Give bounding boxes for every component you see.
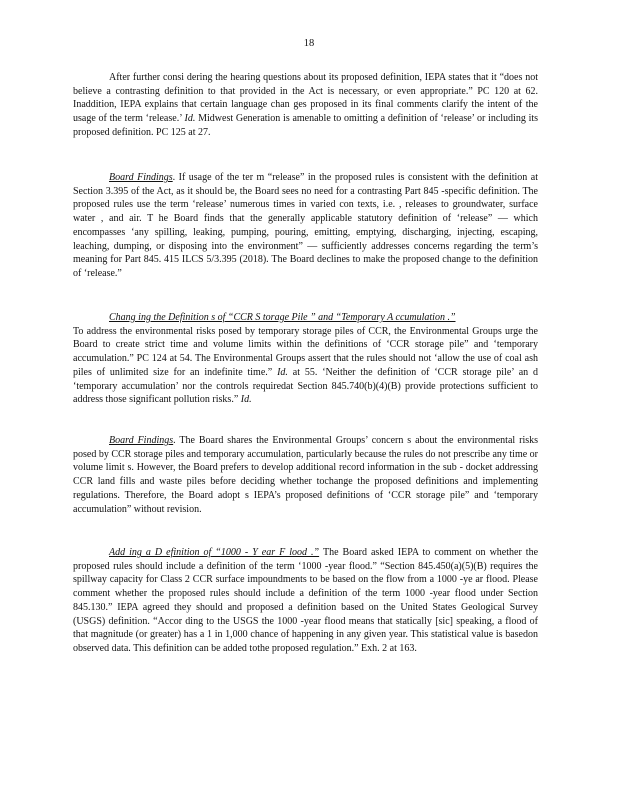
section-heading: Chang ing the Definition s of “CCR S torage Pile ” and “Temporary A ccumulation .” (109, 312, 456, 323)
section-heading: Board Findings (109, 435, 174, 446)
citation: Id. (277, 366, 288, 378)
paragraph-text: To address the environmental risks posed by temporary storage piles of CCR, the Environmental Groups urge the Board to create strict time and volume limits within the definitions of ‘CCR storage pile” and ‘temporary accumulation.” PC 124 at 54. The Environmental Groups assert that the rules should not ‘allow the use of coal ash piles of unlimited size for an indefinite time.” (73, 325, 538, 378)
page-number: 18 (303, 38, 315, 49)
citation: Id. (240, 394, 252, 406)
paragraph-text: at 55. ‘Neither the definition of ‘CCR storage pile’ an d ‘temporary accumulation’ nor the controls requiredat Section 845.740(b)(4)(B) provide protections sufficient to address those significant pollution risks.” (73, 366, 539, 406)
paragraph-text: . If usage of the ter m “release” in the proposed rules is consistent with the definition at Section 3.395 of the Act, as it should be, the Board sees no need for a contrasting Part 845 -specific definition. The proposed rules use the term ‘release’ numerous times in varied con texts, i.e. , releases to groundwater, surface water , and air. T he Board finds that the generally applicable statutory definition of ‘release” — which encompasses ‘any spilling, leaking, pumping, pouring, emitting, emptying, discharging, injecting, escaping, leaching, dumping, or disposing into the environment” — sufficiently addresses concerns regarding the term’s meaning for Part 845. 415 ILCS 5/3.395 (2018). The Board declines to make the proposed change to the definition of ‘release.” (73, 172, 538, 279)
paragraph-text: . The Board shares the Environmental Groups’ concern s about the environmental risks posed by CCR storage piles and temporary accumulation, particularly because the rules do not prescribe any time or volume limit s. However, the Board prefers to develop additional record information in the sub - docket addressing CCR land fills and waste piles before deciding whether tochange the proposed definitions and implementing regulations. Therefore, the Board adopt s IEPA’s proposed definitions of ‘CCR storage pile” and ‘temporary accumulation” without revision. (73, 435, 539, 515)
section-heading: Add ing a D efinition of “1000 - Y ear F lood .” (109, 547, 320, 558)
citation: Id. (184, 113, 196, 125)
paragraph-text: The Board asked IEPA to comment on whether the proposed rules should include a definition of the term ‘1000 -year flood.” “Section 845.450(a)(5)(B) requires the spillway capacity for Class 2 CCR surface impoundments to be based on the flow from a 1000 -ye ar flood. Please comment whether the proposed rules should include a definition of the term 1000 -year flood under Section 845.130.” IEPA agreed they should and proposed a definition based on the United States Geological Survey (USGS) definition. “Accor ding to the USGS the 1000 -year flood means that statically [sic] speaking, a flood of that magnitude (or greater) has a 1 in 1,000 chance of happening in any given year. This statistical value is basedon observed data. This definition can be added tothe proposed regulation.” Exh. 2 at 163. (73, 547, 539, 654)
paragraph-text: After further consi dering the hearing questions about its proposed definition, IEPA states that it “does not believe a contrasting definition to that provided in the Act is necessary, or even appropriate.” PC 120 at 62. Inaddition, IEPA explains that certain language chan ges proposed in its final comments clarify the intent of the usage of the term ‘release.’ (73, 72, 538, 125)
paragraph-board-findings-storage (73, 434, 538, 516)
section-heading: Board Findings (109, 172, 173, 183)
paragraph-text: Midwest Generation is amenable to omitting a definition of ‘release’ or including its proposed definition. PC 125 at 27. (73, 113, 539, 138)
paragraph-ccr-storage-pile (73, 311, 538, 407)
paragraph-board-findings-release (73, 171, 538, 281)
paragraph-iepa-release (73, 71, 538, 140)
paragraph-1000-year-flood (73, 546, 538, 656)
